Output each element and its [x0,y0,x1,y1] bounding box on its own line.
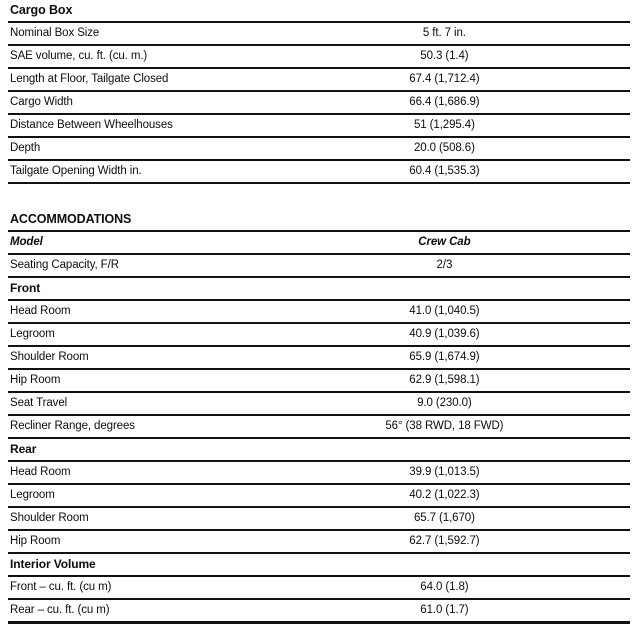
row-value: 65.9 (1,674.9) [409,351,480,363]
row-value: 41.0 (1,040.5) [409,305,480,317]
spec-sheet [8,2,630,624]
table-row [8,600,630,624]
row-label: Hip Room [10,535,61,547]
table-row [8,92,630,115]
row-label: SAE volume, cu. ft. (cu. m.) [10,50,148,62]
section-accommodations [8,211,630,624]
row-value: 61.0 (1.7) [420,604,469,616]
row-value: 2/3 [436,259,453,271]
table-row [8,347,630,370]
row-label: Shoulder Room [10,512,89,524]
row-value: 5 ft. 7 in. [422,27,466,39]
row-label: Head Room [10,466,71,478]
table-row [8,577,630,600]
row-label: Tailgate Opening Width in. [10,165,142,177]
row-label: Hip Room [10,374,61,386]
row-value: 50.3 (1.4) [420,50,469,62]
table-row [8,301,630,324]
table-row [8,69,630,92]
row-label: Shoulder Room [10,351,89,363]
row-value: 9.0 (230.0) [417,397,472,409]
row-value: 40.2 (1,022.3) [409,489,480,501]
row-value: 67.4 (1,712.4) [409,73,480,85]
row-label: Rear [10,442,37,456]
row-label: Distance Between Wheelhouses [10,119,173,131]
row-value: 62.7 (1,592.7) [409,535,480,547]
row-value: 65.7 (1,670) [413,512,475,524]
table-row [8,416,630,439]
row-value: 40.9 (1,039.6) [409,328,480,340]
row-value: 66.4 (1,686.9) [409,96,480,108]
table-row [8,508,630,531]
row-label: Front – cu. ft. (cu m) [10,581,112,593]
table-row [8,138,630,161]
row-value: 62.9 (1,598.1) [409,374,480,386]
row-label: Depth [10,142,41,154]
row-label: Rear – cu. ft. (cu m) [10,604,110,616]
section-title: ACCOMMODATIONS [8,211,630,232]
row-value: 60.4 (1,535.3) [409,165,480,177]
section-cargo-box [8,2,630,184]
row-label: Head Room [10,305,71,317]
table-row [8,462,630,485]
row-value: 20.0 (508.6) [413,142,475,154]
row-value: 39.9 (1,013.5) [409,466,480,478]
row-label: Seating Capacity, F/R [10,259,119,271]
row-label: Cargo Width [10,96,73,108]
subheading-row [8,554,630,577]
table-row [8,531,630,554]
row-label: Seat Travel [10,397,68,409]
row-label: Model [10,236,43,248]
table-row [8,232,630,255]
row-label: Legroom [10,328,55,340]
table-row [8,370,630,393]
row-label: Interior Volume [10,557,96,571]
row-label: Length at Floor, Tailgate Closed [10,73,169,85]
row-label: Front [10,281,41,295]
row-value: 51 (1,295.4) [413,119,475,131]
section-title: Cargo Box [8,2,630,23]
table-row [8,255,630,278]
subheading-row [8,439,630,462]
table-row [8,161,630,184]
subheading-row [8,278,630,301]
row-label: Legroom [10,489,55,501]
table-row [8,393,630,416]
table-row [8,23,630,46]
table-row [8,46,630,69]
row-value: 56° (38 RWD, 18 FWD) [385,420,504,432]
table-row [8,324,630,347]
table-row [8,485,630,508]
row-value: 64.0 (1.8) [420,581,469,593]
table-row [8,115,630,138]
row-value: Crew Cab [418,236,471,248]
row-label: Recliner Range, degrees [10,420,135,432]
row-label: Nominal Box Size [10,27,100,39]
